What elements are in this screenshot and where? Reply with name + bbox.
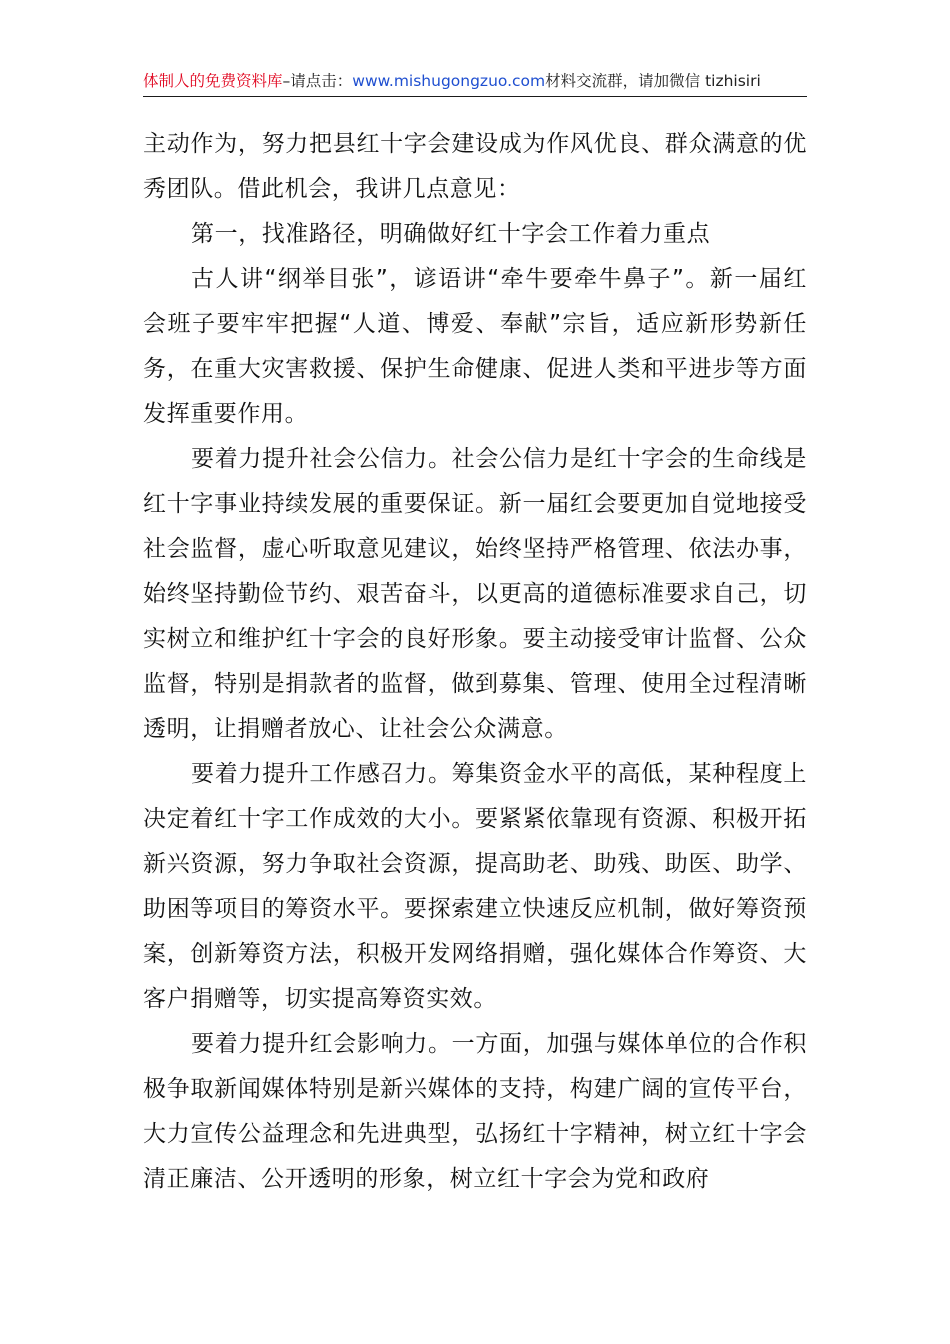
paragraph: 要着力提升社会公信力。社会公信力是红十字会的生命线是红十字事业持续发展的重要保证。新一届红会要更加自觉地接受社会监督，虚心听取意见建议，始终坚持严格管理、依法办事，始终坚持勤俭节约、艰苦奋斗，以更高的道德标准要求自己，切实树立和维护红十字会的良好形象。要主动接受审计监督、公众监督，特别是捐款者的监督，做到募集、管理、使用全过程清晰透明，让捐赠者放心、让社会公众满意。 (143, 446, 807, 742)
paragraph-continuation: 主动作为，努力把县红十字会建设成为作风优良、群众满意的优秀团队。借此机会，我讲几点意见： (143, 131, 807, 202)
header-group-note: 材料交流群，请加微信 tizhisiri (545, 72, 761, 90)
paragraph: 要着力提升工作感召力。筹集资金水平的高低，某种程度上决定着红十字工作成效的大小。要紧紧依靠现有资源、积极开拓新兴资源，努力争取社会资源，提高助老、助残、助医、助学、助困等项目的筹资水平。要探索建立快速反应机制，做好筹资预案，创新筹资方法，积极开发网络捐赠，强化媒体合作筹资、大客户捐赠等，切实提高筹资实效。 (143, 761, 807, 1012)
page-header (143, 66, 807, 97)
paragraph: 要着力提升红会影响力。一方面，加强与媒体单位的合作积极争取新闻媒体特别是新兴媒体的支持，构建广阔的宣传平台，大力宣传公益理念和先进典型，弘扬红十字精神，树立红十字会清正廉洁、公开透明的形象，树立红十字会为党和政府 (143, 1031, 807, 1192)
document-body (143, 122, 807, 1202)
header-library-name: 体制人的免费资料库 (143, 72, 283, 90)
header-website-link[interactable]: www.mishugongzuo.com (352, 72, 546, 90)
header-click-prompt: –请点击： (282, 72, 353, 90)
section-heading: 第一，找准路径，明确做好红十字会工作着力重点 (191, 221, 711, 247)
paragraph: 古人讲“纲举目张”，谚语讲“牵牛要牵牛鼻子”。新一届红会班子要牢牢把握“人道、博爱、奉献”宗旨，适应新形势新任务，在重大灾害救援、保护生命健康、促进人类和平进步等方面发挥重要作用。 (143, 266, 807, 427)
